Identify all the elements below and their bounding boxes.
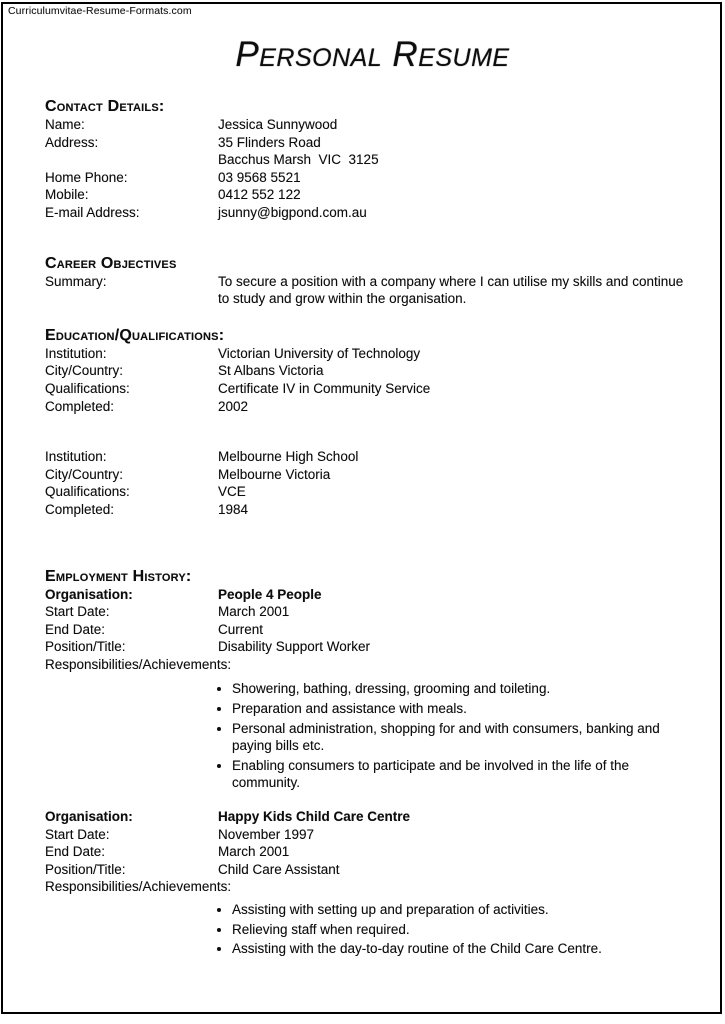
section-heading-employment: Employment History:: [45, 567, 192, 585]
field-value: 1984: [218, 501, 249, 517]
field-label: Mobile:: [45, 187, 89, 203]
watermark-text: Curriculumvitae-Resume-Formats.com: [8, 5, 192, 17]
field-value: jsunny@bigpond.com.au: [218, 204, 367, 220]
field-value: VCE: [218, 484, 246, 500]
field-value: People 4 People: [218, 586, 322, 602]
field-row: [45, 603, 700, 621]
field-label: Start Date:: [45, 604, 110, 620]
field-row: [45, 878, 700, 896]
page-title: Personal Resume: [235, 35, 510, 74]
bullet-item: • Showering, bathing, dressing, grooming and toileting.: [232, 680, 700, 698]
field-value: 35 Flinders Road: [218, 134, 321, 150]
field-row: [45, 808, 700, 826]
field-value: Disability Support Worker: [218, 639, 371, 655]
field-row: [45, 483, 700, 501]
field-label: Address:: [45, 134, 99, 150]
field-value: Victorian University of Technology: [218, 345, 421, 361]
field-label: End Date:: [45, 844, 106, 860]
bullet-item: • Enabling consumers to participate and be involved in the life of the community.: [232, 757, 700, 792]
field-label: Start Date:: [45, 826, 110, 842]
field-label: Summary:: [45, 273, 107, 289]
bullet-item: • Assisting with the day-to-day routine of the Child Care Centre.: [232, 940, 700, 958]
field-label: City/Country:: [45, 363, 124, 379]
field-value: To secure a position with a company where I can utilise my skills and continue to study and grow within the organisation.: [218, 273, 687, 307]
bullet-item: • Personal administration, shopping for and with consumers, banking and paying bills etc.: [232, 720, 700, 755]
field-value: 2002: [218, 398, 249, 414]
field-row: [45, 656, 700, 674]
field-row: [45, 843, 700, 861]
field-value: Bacchus Marsh VIC 3125: [218, 152, 379, 168]
field-value: Current: [218, 621, 264, 637]
field-value: Child Care Assistant: [218, 861, 340, 877]
section-heading-career: Career Objectives: [45, 254, 177, 272]
field-label: Position/Title:: [45, 639, 126, 655]
field-row: [45, 398, 700, 416]
field-value: March 2001: [218, 604, 290, 620]
field-label: Completed:: [45, 398, 115, 414]
field-value: Certificate IV in Community Service: [218, 380, 431, 396]
field-label: End Date:: [45, 621, 106, 637]
field-value: Melbourne Victoria: [218, 466, 331, 482]
field-row: [45, 151, 700, 169]
field-label: Qualifications:: [45, 380, 130, 396]
field-row: [45, 861, 700, 879]
field-value: November 1997: [218, 826, 315, 842]
field-row: [45, 448, 700, 466]
bullet-item: • Relieving staff when required.: [232, 921, 700, 939]
field-row: [45, 621, 700, 639]
field-label: Institution:: [45, 449, 107, 465]
field-value: 03 9568 5521: [218, 169, 301, 185]
field-row: [45, 586, 700, 604]
field-value: Happy Kids Child Care Centre: [218, 809, 411, 825]
field-row: [45, 186, 700, 204]
field-row: [45, 380, 700, 398]
field-row: [45, 638, 700, 656]
bullet-item: • Assisting with setting up and preparation of activities.: [232, 901, 700, 919]
section-heading-contact: Contact Details:: [45, 98, 165, 115]
field-row: [45, 116, 700, 134]
field-label: Qualifications:: [45, 484, 130, 500]
field-row: [45, 169, 700, 187]
field-label: Completed:: [45, 501, 115, 517]
field-label: Name:: [45, 117, 85, 132]
field-row: [45, 134, 700, 152]
field-value: Melbourne High School: [218, 449, 359, 465]
field-label: Responsibilities/Achievements:: [45, 656, 232, 672]
section-heading-education: Education/Qualifications:: [45, 326, 225, 344]
field-label: Organisation:: [45, 809, 133, 825]
bullet-item: • Preparation and assistance with meals.: [232, 700, 700, 718]
field-row: [45, 362, 700, 380]
field-row: [45, 345, 700, 363]
responsibilities-list: [45, 680, 700, 792]
field-value: March 2001: [218, 844, 290, 860]
field-row: [45, 273, 700, 308]
field-value: 0412 552 122: [218, 187, 301, 203]
field-row: [45, 501, 700, 519]
field-value: St Albans Victoria: [218, 363, 324, 379]
resume-content: [45, 34, 700, 960]
field-label: Home Phone:: [45, 169, 128, 185]
responsibilities-list: [45, 901, 700, 958]
field-label: Position/Title:: [45, 861, 126, 877]
field-label: City/Country:: [45, 466, 124, 482]
field-label: Institution:: [45, 345, 107, 361]
field-row: [45, 204, 700, 222]
field-label: E-mail Address:: [45, 204, 140, 220]
field-value: Jessica Sunnywood: [218, 117, 338, 132]
field-label: Responsibilities/Achievements:: [45, 879, 232, 895]
field-row: [45, 826, 700, 844]
field-label: Organisation:: [45, 586, 133, 602]
field-row: [45, 466, 700, 484]
